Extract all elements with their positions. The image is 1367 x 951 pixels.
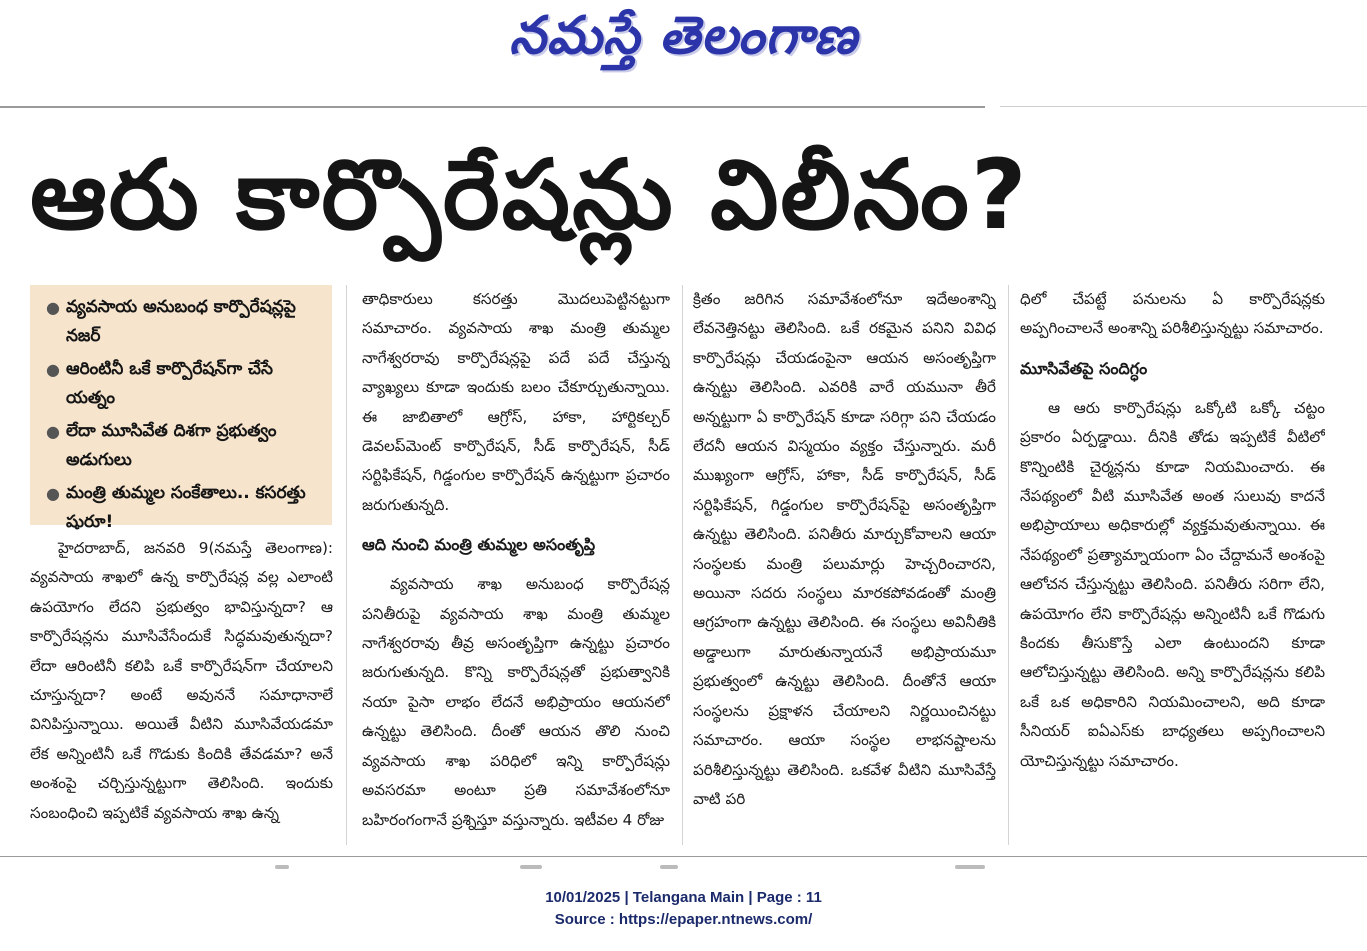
article-paragraph: ధిలో చేపట్టే పనులను ఏ కార్పొరేషన్లకు అప్పగించాలనే అంశాన్ని పరిశీలిస్తున్నట్టు సమాచారం. <box>1020 290 1325 338</box>
page-footer <box>0 887 1367 931</box>
ink-fragment <box>275 865 289 869</box>
masthead-rule-right <box>1000 106 1367 107</box>
article-column-1 <box>30 534 333 844</box>
highlight-item <box>40 355 322 413</box>
ink-fragment <box>520 865 542 869</box>
highlight-item <box>40 479 322 537</box>
highlight-text: వ్యవసాయ అనుబంధ కార్పొరేషన్లపై నజర్ <box>66 297 296 346</box>
masthead <box>0 0 1367 80</box>
highlight-text: మంత్రి తుమ్మల సంకేతాలు.. కసరత్తు షురూ! <box>66 483 306 532</box>
source-link[interactable]: Source : https://epaper.ntnews.com/ <box>554 911 813 928</box>
ink-fragment <box>660 865 678 869</box>
article-column-4 <box>1020 285 1325 845</box>
column-divider <box>682 285 683 845</box>
column-divider <box>346 285 347 845</box>
article-column-2 <box>362 285 670 845</box>
bullet-icon: ● <box>46 360 60 379</box>
article-paragraph: తాధికారులు కసరత్తు మొదలుపెట్టినట్టుగా సమాచారం. వ్యవసాయ శాఖ మంత్రి తుమ్మల నాగేశ్వరరావు కార్పొరేషన్లపై పదే పదే చేస్తున్న వ్యాఖ్యలు కూడా ఇందుకు బలం చేకూర్చుతున్నాయి. ఈ జాబితాలో ఆగ్రోస్, హాకా, హార్టికల్చర్ డెవలప్‌మెంట్ కార్పొరేషన్, సీడ్ కార్పొరేషన్, సీడ్ సర్టిఫికేషన్, గిడ్డంగుల కార్పొరేషన్ ఉన్నట్టుగా ప్రచారం జరుగుతున్నది. <box>362 290 670 514</box>
edition-info: 10/01/2025 | Telangana Main | Page : 11 <box>545 889 822 906</box>
highlight-item <box>40 417 322 475</box>
article-paragraph: వ్యవసాయ శాఖ అనుబంధ కార్పొరేషన్ల పనితీరుపై వ్యవసాయ శాఖ మంత్రి తుమ్మల నాగేశ్వరరావు తీవ్ర అసంతృప్తిగా ఉన్నట్టు ప్రచారం జరుగుతున్నది. కొన్ని కార్పొరేషన్లతో ప్రభుత్వానికి నయా పైసా లాభం లేదనే అభిప్రాయం ఆయనలో ఉన్నట్టు తెలిసింది. దీంతో ఆయన తొలి నుంచి వ్యవసాయ శాఖ పరిధిలో ఇన్ని కార్పొరేషన్లు అవసరమా అంటూ ప్రతి సమావేశంలోనూ బహిరంగంగానే ప్రశ్నిస్తూ వస్తున్నారు. ఇటీవల 4 రోజు <box>362 575 670 829</box>
highlight-item <box>40 293 322 351</box>
article-headline: ఆరు కార్పొరేషన్లు విలీనం? <box>30 139 1029 251</box>
bullet-icon: ● <box>46 298 60 317</box>
bullet-icon: ● <box>46 484 60 503</box>
bullet-icon: ● <box>46 422 60 441</box>
column-divider <box>1008 285 1009 845</box>
ink-fragment <box>955 865 985 869</box>
section-subheading: మూసివేతపై సందిగ్ధం <box>1020 358 1148 378</box>
article-paragraph: హైదరాబాద్, జనవరి 9(నమస్తే తెలంగాణ): వ్యవసాయ శాఖలో ఉన్న కార్పొరేషన్ల వల్ల ఎలాంటి ఉపయోగం లేదని ప్రభుత్వం భావిస్తున్నదా? ఆ కార్పొరేషన్లను మూసివేసేందుకే సిద్ధమవుతున్నదా? లేదా ఆరింటినీ కలిపి ఒకే కార్పొరేషన్‌గా చేయాలని చూస్తున్నదా? అంటే అవుననే సమాధానాలే వినిపిస్తున్నాయి. అయితే వీటిని మూసివేయడమా లేక అన్నింటినీ ఒకే గొడుకు కిందికి తేవడమా? అనే అంశంపై చర్చిస్తున్నట్టుగా తెలిసింది. ఇందుకు సంబంధించి ఇప్పటికే వ్యవసాయ శాఖ ఉన్న <box>30 539 333 822</box>
article-paragraph: ఆ ఆరు కార్పొరేషన్లు ఒక్కోటి ఒక్కో చట్టం ప్రకారం ఏర్పడ్డాయి. దీనికి తోడు ఇప్పటికే వీటిలో కొన్నింటికి చైర్మన్లను కూడా నియమించారు. ఈ నేపథ్యంలో వీటి మూసివేత అంత సులువు కాదనే అభిప్రాయాలు అధికారుల్లో వ్యక్తమవుతున్నాయి. ఈ నేపథ్యంలో ప్రత్యామ్నాయంగా ఏం చేద్దామనే అంశంపై ఆలోచన చేస్తున్నట్టు తెలిసింది. పనితీరు సరిగా లేని, ఉపయోగం లేని కార్పొరేషన్లు అన్నింటినీ ఒకే గొడుగు కిందకు తీసుకొస్తే ఎలా ఉంటుందని కూడా ఆలోచిస్తున్నట్టు తెలిసింది. అన్ని కార్పొరేషన్లను కలిపి ఒకే ఒక అధికారిని నియమించాలని, అది కూడా సీనియర్ ఐఏఎస్‌కు బాధ్యతలు అప్పగించాలని యోచిస్తున్నట్టు సమాచారం. <box>1020 398 1325 770</box>
highlight-text: ఆరింటినీ ఒకే కార్పొరేషన్‌గా చేసే యత్నం <box>66 359 273 408</box>
cropped-text-fragments <box>0 862 1367 872</box>
masthead-rule <box>0 106 985 108</box>
newspaper-logo: నమస్తే తెలంగాణ <box>509 6 858 66</box>
highlights-box <box>30 285 332 532</box>
article-paragraph: క్రితం జరిగిన సమావేశంలోనూ ఇదేఅంశాన్ని లేవనెత్తినట్టు తెలిసింది. ఒకే రకమైన పనిని వివిధ కార్పొరేషన్లు చేయడంపైనా ఆయన అసంతృప్తిగా ఉన్నట్టు తెలిసింది. ఎవరికి వారే యమునా తీరే అన్నట్టుగా ఏ కార్పొరేషన్ కూడా సరిగ్గా పని చేయడం లేదనీ ఆయన విస్మయం వ్యక్తం చేస్తున్నారు. మరీ ముఖ్యంగా ఆగ్రోస్, హాకా, సీడ్ కార్పొరేషన్, సీడ్ సర్టిఫికేషన్, గిడ్డంగుల కార్పొరేషన్‌పై అసంతృప్తిగా ఉన్నట్టు తెలిసింది. పనితీరు మార్చుకోవాలని ఆయా సంస్థలకు మంత్రి పలుమార్లు హెచ్చరించారని, అయినా సదరు సంస్థలు మారకపోవడంతో మంత్రి ఆగ్రహంగా ఉన్నట్టు తెలిసింది. ఈ సంస్థలు అవినీతికి అడ్డాలుగా మారుతున్నాయనే అభిప్రాయమూ ప్రభుత్వంలో ఉన్నట్టు తెలిసింది. దీంతోనే ఆయా సంస్థలను ప్రక్షాళన చేయాలని నిర్ణయించినట్టు సమాచారం. ఆయా సంస్థల లాభనష్టాలను పరిశీలిస్తున్నట్టు తెలిసింది. ఒకవేళ వీటిని మూసివేస్తే వాటి పరి <box>693 290 996 808</box>
page-bottom-rule <box>0 856 1367 857</box>
highlight-text: లేదా మూసివేత దిశగా ప్రభుత్వం అడుగులు <box>66 421 277 470</box>
article-column-3 <box>693 285 996 845</box>
section-subheading: ఆది నుంచి మంత్రి తుమ్మల అసంతృప్తి <box>362 535 596 555</box>
